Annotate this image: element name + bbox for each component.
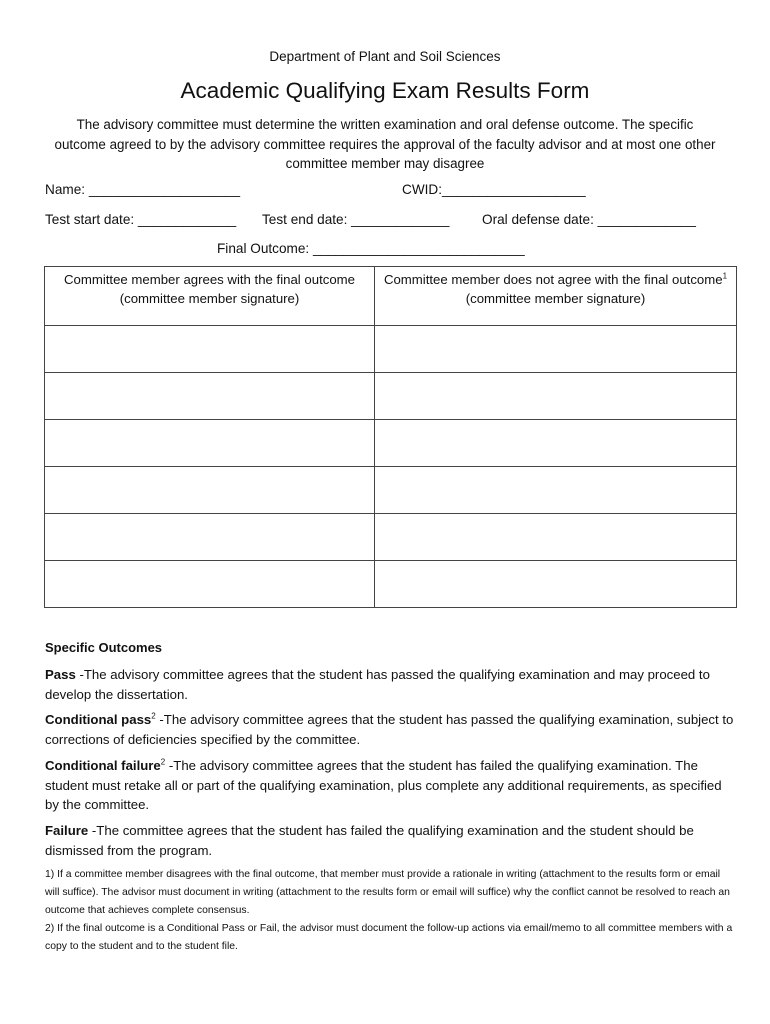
footnote-1: 1) If a committee member disagrees with the final outcome, that member must provide a rationale in writing (attachment to the results form or email will suffice). The advisor must document in writing (attachment to the results form or email will suffice) why the conflict cannot be resolved to reach an outcome that achieves complete consensus. <box>45 869 730 916</box>
form-title: Academic Qualifying Exam Results Form <box>180 78 590 103</box>
disagree-signature-cell[interactable] <box>375 561 737 608</box>
intro-paragraph: The advisory committee must determine the written examination and oral defense outcome. The specific outcome agreed to by the advisory committee requires the approval of the faculty advisor and at most one other committee member may disagree <box>54 117 716 171</box>
name-field[interactable]: Name: ____________________ <box>45 182 241 197</box>
conditional-pass-definition <box>45 710 735 749</box>
disagree-signature-cell[interactable] <box>375 326 737 373</box>
oral-defense-date-field[interactable]: Oral defense date: _____________ <box>482 212 696 227</box>
disagree-header-line2: (committee member signature) <box>465 291 646 306</box>
disagree-signature-cell[interactable] <box>375 514 737 561</box>
department-name: Department of Plant and Soil Sciences <box>269 49 501 64</box>
agree-signature-cell[interactable] <box>45 373 375 420</box>
failure-text: -The committee agrees that the student has failed the qualifying examination and the student should be dismissed from the program. <box>45 823 694 858</box>
pass-term: Pass <box>45 667 76 682</box>
table-row <box>45 373 737 420</box>
signature-table <box>44 266 737 608</box>
disagree-signature-cell[interactable] <box>375 420 737 467</box>
footnote-ref-2: 2 <box>151 711 156 721</box>
test-start-date-field[interactable]: Test start date: _____________ <box>45 212 237 227</box>
specific-outcomes-heading: Specific Outcomes <box>45 640 163 655</box>
agree-signature-cell[interactable] <box>45 561 375 608</box>
failure-term: Failure <box>45 823 89 838</box>
pass-text: -The advisory committee agrees that the student has passed the qualifying examination and may proceed to develop the dissertation. <box>45 667 710 702</box>
signature-table-header <box>45 267 737 326</box>
agree-column-header <box>45 267 375 326</box>
disagree-header-line1: Committee member does not agree with the final outcome <box>383 272 723 287</box>
footnote-ref-1: 1 <box>722 271 728 281</box>
agree-signature-cell[interactable] <box>45 326 375 373</box>
table-row <box>45 420 737 467</box>
conditional-failure-definition <box>45 756 735 815</box>
final-outcome-field[interactable]: Final Outcome: ____________________________ <box>217 241 525 256</box>
agree-header-line2: (committee member signature) <box>119 291 300 306</box>
conditional-failure-text: -The advisory committee agrees that the student has failed the qualifying examination. The student must retake all or part of the qualifying examination, plus complete any additional requirements, as specified by the committee. <box>45 758 722 812</box>
disagree-signature-cell[interactable] <box>375 373 737 420</box>
disagree-signature-cell[interactable] <box>375 467 737 514</box>
pass-definition <box>45 665 735 704</box>
test-end-date-field[interactable]: Test end date: _____________ <box>262 212 450 227</box>
agree-signature-cell[interactable] <box>45 467 375 514</box>
agree-header-line1: Committee member agrees with the final outcome <box>64 272 355 287</box>
conditional-failure-term: Conditional failure <box>45 758 161 773</box>
footnote-ref-2: 2 <box>160 757 166 767</box>
table-row <box>45 514 737 561</box>
conditional-pass-text: -The advisory committee agrees that the student has passed the qualifying examination, subject to corrections of deficiencies specified by the committee. <box>45 712 734 747</box>
disagree-column-header <box>375 267 737 326</box>
agree-signature-cell[interactable] <box>45 514 375 561</box>
failure-definition <box>45 821 735 860</box>
table-row <box>45 326 737 373</box>
cwid-field[interactable]: CWID:___________________ <box>402 182 586 197</box>
agree-signature-cell[interactable] <box>45 420 375 467</box>
table-row <box>45 561 737 608</box>
footnote-2: 2) If the final outcome is a Conditional Pass or Fail, the advisor must document the follow-up actions via email/memo to all committee members with a copy to the student and to the student file. <box>45 923 733 952</box>
table-row <box>45 467 737 514</box>
conditional-pass-term: Conditional pass <box>45 712 152 727</box>
